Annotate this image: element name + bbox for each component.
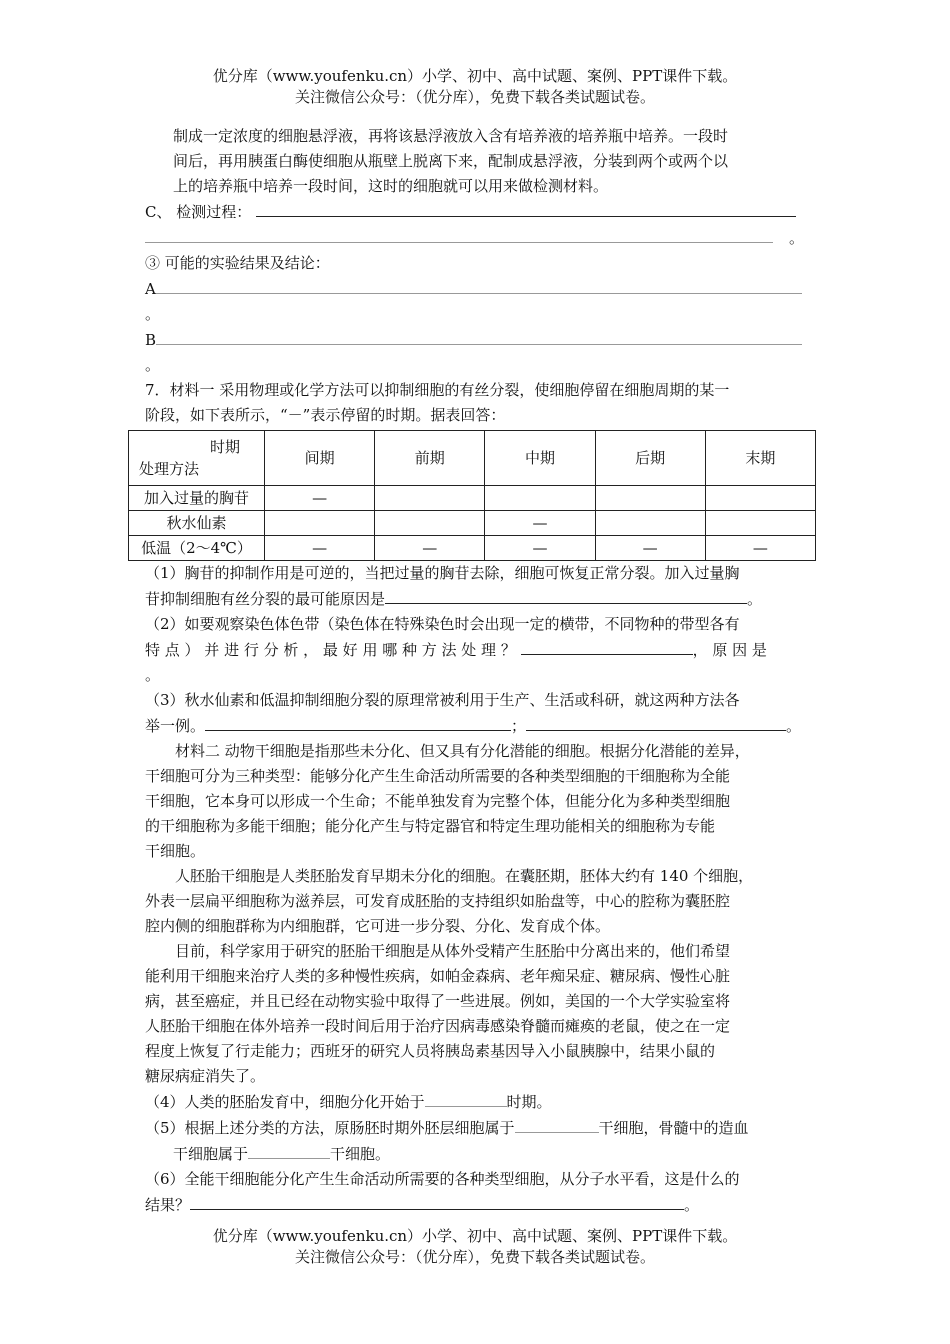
q2-end: 。 [145, 666, 161, 684]
q4-suffix: 时期。 [506, 1093, 552, 1111]
table-cell [375, 511, 485, 536]
result-b-label: B [145, 331, 157, 349]
result-a-label: A [145, 280, 156, 298]
material2-p3-line-3: 病，甚至癌症，并且已经在动物实验中取得了一些进展。例如，美国的一个大学实验室将 [145, 992, 731, 1010]
table-cell: — [265, 536, 375, 561]
intro-line-3: 上的培养瓶中培养一段时间，这时的细胞就可以用来做检测材料。 [173, 177, 609, 195]
table-cell [375, 486, 485, 511]
result-a-line [145, 276, 815, 302]
q2-reason-label: ， 原 因 是 [692, 641, 767, 659]
material2-p3-line-2: 能利用干细胞来治疗人类的多种慢性疾病，如帕金森病、老年痴呆症、糖尿病、慢性心脏 [145, 967, 731, 985]
q1-prompt: 苷抑制细胞有丝分裂的最可能原因是 [145, 590, 386, 608]
q2-line-1: （2）如要观察染色体色带（染色体在特殊染色时会出现一定的横带，不同物种的带型各有 [145, 615, 740, 633]
q3-line-1: （3）秋水仙素和低温抑制细胞分裂的原理常被利用于生产、生活或科研，就这两种方法各 [145, 691, 740, 709]
table-cell: — [485, 511, 595, 536]
q6-prompt: 结果？ [145, 1196, 191, 1214]
page-footer [0, 1226, 950, 1268]
intro-line-1: 制成一定浓度的细胞悬浮液，再将该悬浮液放入含有培养液的培养瓶中培养。一段时 [173, 127, 729, 145]
table-header-row [129, 431, 816, 486]
q5-mid: 干细胞，骨髓中的造血 [598, 1119, 749, 1137]
q4-prompt: （4）人类的胚胎发育中，细胞分化开始于 [145, 1093, 425, 1111]
table-row [129, 511, 816, 536]
q4-line [145, 1089, 815, 1115]
result-b-line [145, 327, 815, 353]
section-c-label: C、 检测过程： [145, 203, 252, 221]
column-header: 前期 [375, 431, 485, 486]
material2-p1-line-4: 的干细胞称为多能干细胞；能分化产生与特定器官和特定生理功能相关的细胞称为专能 [145, 817, 716, 835]
corner-bottom-label: 处理方法 [139, 460, 200, 478]
q2-line-2 [145, 637, 815, 663]
table-cell: — [485, 536, 595, 561]
material2-p1-line-2: 干细胞可分为三种类型：能够分化产生生命活动所需要的各种类型细胞的干细胞称为全能 [145, 767, 731, 785]
material2-p1-line-5: 干细胞。 [145, 842, 206, 860]
answer-blank-q1[interactable] [385, 586, 747, 604]
header-line-1: 优分库（www.youfenku.cn）小学、初中、高中试题、案例、PPT课件下载。 [212, 67, 738, 85]
corner-top-label: 时期 [209, 438, 240, 456]
material2-p3-line-1: 目前，科学家用于研究的胚胎干细胞是从体外受精产生胚胎中分离出来的，他们希望 [175, 942, 731, 960]
material2-p3-line-4: 人胚胎干细胞在体外培养一段时间后用于治疗因病毒感染脊髓而瘫痪的老鼠，使之在一定 [145, 1017, 731, 1035]
table-cell [595, 486, 705, 511]
result-b-end: 。 [145, 356, 161, 374]
material2-p2-line-3: 腔内侧的细胞群称为内细胞群，它可进一步分裂、分化、发育成个体。 [145, 917, 611, 935]
table-row [129, 486, 816, 511]
section-c-line [145, 199, 815, 225]
q7-line-1: 7．材料一 采用物理或化学方法可以抑制细胞的有丝分裂，使细胞停留在细胞周期的某一 [145, 381, 730, 399]
table-cell [485, 486, 595, 511]
material2-p1-line-3: 干细胞，它本身可以形成一个生命；不能单独发育为完整个体，但能分化为多种类型细胞 [145, 792, 731, 810]
column-header: 中期 [485, 431, 595, 486]
q5-prompt: （5）根据上述分类的方法，原肠胚时期外胚层细胞属于 [145, 1119, 515, 1137]
answer-blank-c2[interactable] [145, 225, 773, 243]
table-cell: — [375, 536, 485, 561]
answer-blank-q5-ectoderm[interactable] [515, 1115, 599, 1133]
material2-p1-line-1: 材料二 动物干细胞是指那些未分化、但又具有分化潜能的细胞。根据分化潜能的差异， [175, 742, 750, 760]
q3-line-2 [145, 713, 815, 739]
answer-blank-q6[interactable] [190, 1192, 684, 1210]
results-heading: ③ 可能的实验结果及结论： [145, 254, 330, 272]
answer-blank-q3-colchicine[interactable] [205, 713, 511, 731]
footer-line-2: 关注微信公众号：（优分库），免费下载各类试题试卷。 [294, 1248, 655, 1266]
intro-line-2: 间后，再用胰蛋白酶使细胞从瓶壁上脱离下来，配制成悬浮液，分装到两个或两个以 [173, 152, 729, 170]
q6-end: 。 [684, 1196, 700, 1214]
column-header: 末期 [705, 431, 815, 486]
q1-end: 。 [747, 590, 763, 608]
table-cell [595, 511, 705, 536]
footer-line-1: 优分库（www.youfenku.cn）小学、初中、高中试题、案例、PPT课件下载。 [212, 1227, 738, 1245]
answer-blank-b[interactable] [156, 327, 802, 345]
q3-semicolon: ； [511, 717, 527, 735]
answer-blank-q3-cold[interactable] [526, 713, 786, 731]
q1-line-1: （1）胸苷的抑制作用是可逆的，当把过量的胸苷去除，细胞可恢复正常分裂。加入过量胸 [145, 564, 740, 582]
document-body [139, 124, 815, 1218]
row-method: 加入过量的胸苷 [129, 486, 265, 511]
q5-prompt-2: 干细胞属于 [173, 1145, 249, 1163]
q3-end: 。 [786, 717, 802, 735]
table-cell [705, 486, 815, 511]
q3-prompt: 举一例。 [145, 717, 206, 735]
material2-p3-line-5: 程度上恢复了行走能力；西班牙的研究人员将胰岛素基因导入小鼠胰腺中，结果小鼠的 [145, 1042, 716, 1060]
answer-blank-c1[interactable] [256, 199, 796, 217]
table-cell: — [705, 536, 815, 561]
answer-blank-a[interactable] [156, 276, 802, 294]
q5-suffix: 干细胞。 [330, 1145, 391, 1163]
answer-blank-q2-method[interactable] [521, 637, 693, 655]
q7-line-2: 阶段，如下表所示，“－”表示停留的时期。据表回答： [145, 406, 506, 424]
section-c-end: 。 [789, 229, 805, 247]
material2-p2-line-1: 人胚胎干细胞是人类胚胎发育早期未分化的细胞。在囊胚期，胚体大约有 140 个细胞， [175, 867, 754, 885]
cell-cycle-table [128, 430, 816, 561]
material2-p3-line-6: 糖尿病症消失了。 [145, 1067, 266, 1085]
table-cell: — [265, 486, 375, 511]
table-cell [265, 511, 375, 536]
q5-line-2 [145, 1141, 815, 1167]
table-cell: — [595, 536, 705, 561]
table-row [129, 536, 816, 561]
page-header [0, 66, 950, 108]
row-method: 秋水仙素 [129, 511, 265, 536]
result-a-end: 。 [145, 305, 161, 323]
q1-line-2 [145, 586, 815, 612]
q6-line-1: （6）全能干细胞能分化产生生命活动所需要的各种类型细胞，从分子水平看，这是什么的 [145, 1170, 740, 1188]
material2-p2-line-2: 外表一层扁平细胞称为滋养层，可发育成胚胎的支持组织如胎盘等，中心的腔称为囊胚腔 [145, 892, 731, 910]
q5-line-1 [145, 1115, 815, 1141]
header-line-2: 关注微信公众号：（优分库），免费下载各类试题试卷。 [294, 88, 655, 106]
column-header: 后期 [595, 431, 705, 486]
table-cell [705, 511, 815, 536]
answer-blank-q4[interactable] [425, 1089, 507, 1107]
section-c-line-2 [145, 225, 815, 251]
q6-line-2 [145, 1192, 815, 1218]
column-header: 间期 [265, 431, 375, 486]
row-method: 低温（2～4℃） [129, 536, 265, 561]
q2-prompt: 特 点 ） 并 进 行 分 析 ， 最 好 用 哪 种 方 法 处 理 ？ [145, 641, 516, 659]
table-corner-cell [129, 431, 265, 486]
answer-blank-q5-bonemarrow[interactable] [248, 1141, 330, 1159]
